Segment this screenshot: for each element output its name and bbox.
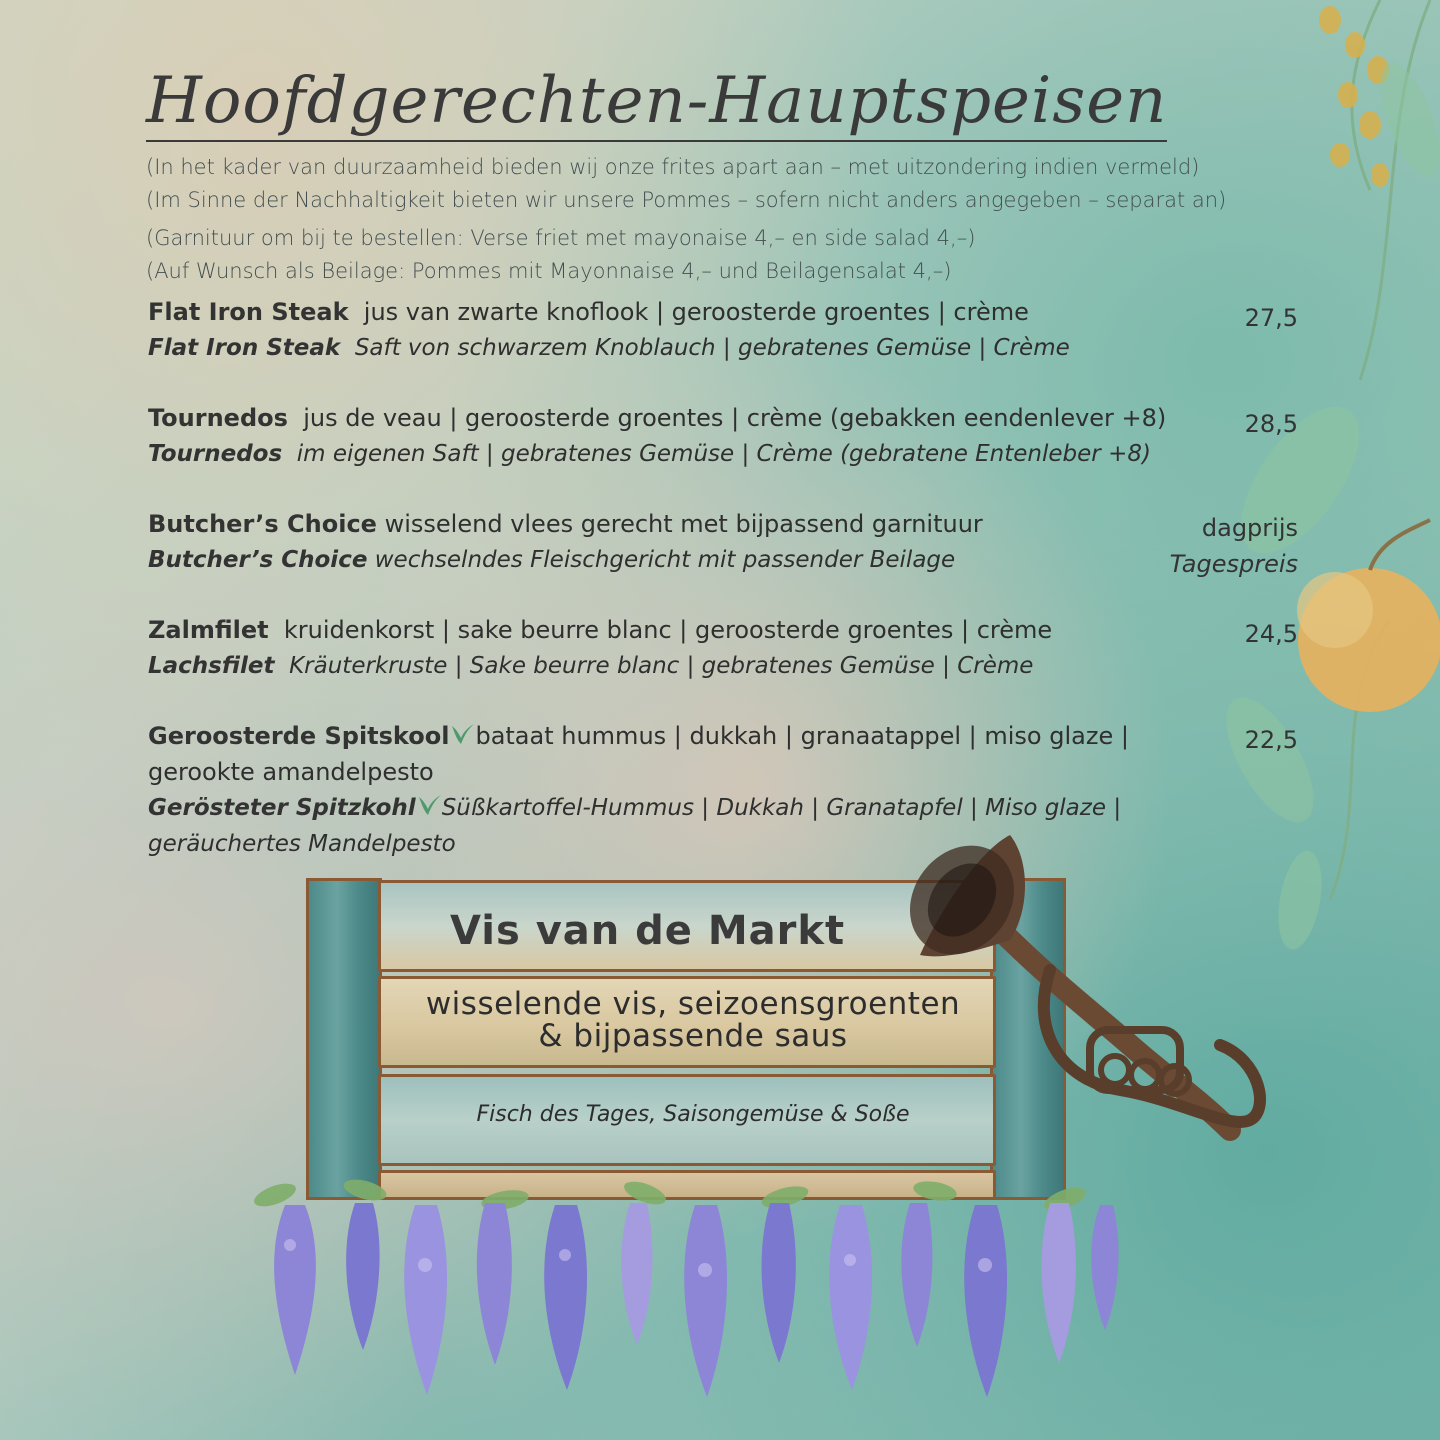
dish-description-nl: bataat hummus | dukkah | granaatappel | miso glaze | — [475, 722, 1129, 750]
dish-name-nl: Zalmfilet — [148, 616, 269, 644]
page-title: Hoofdgerechten-Hauptspeisen — [146, 62, 1167, 142]
dish-description-de: wechselndes Fleischgericht mit passender Beilage — [374, 547, 956, 573]
dish-name-nl: Tournedos — [148, 404, 288, 432]
menu-item-flat-iron-steak — [148, 294, 1298, 366]
sign-title: Vis van de Markt — [450, 908, 846, 954]
menu-item-zalmfilet — [148, 612, 1298, 684]
vegan-leaf-icon — [449, 722, 475, 746]
dish-description-nl: jus de veau | geroosterde groentes | crème (gebakken eendenlever +8) — [303, 404, 1167, 432]
dish-name-de: Lachsfilet — [148, 653, 275, 679]
wisteria-garland — [245, 1175, 1125, 1405]
menu-item-butchers-choice — [148, 506, 1298, 578]
dish-name-de: Tournedos — [148, 441, 283, 467]
dish-description-de: Saft von schwarzem Knoblauch | gebratenes Gemüse | Crème — [354, 335, 1070, 361]
dish-name-nl: Flat Iron Steak — [148, 298, 349, 326]
dish-price: 22,5 — [1244, 726, 1298, 754]
vegan-leaf-icon — [416, 793, 442, 817]
dish-name-de: Butcher’s Choice — [148, 547, 368, 573]
dish-price: dagprijs — [1201, 514, 1298, 542]
menu-item-tournedos — [148, 400, 1298, 472]
dish-description-de: Süßkartoffel-Hummus | Dukkah | Granatapfel | Miso glaze | — [441, 795, 1122, 821]
dish-description-de: im eigenen Saft | gebratenes Gemüse | Crème (gebratene Entenleber +8) — [296, 441, 1151, 467]
dish-name-de: Flat Iron Steak — [148, 335, 341, 361]
dish-description-nl: jus van zwarte knoflook | geroosterde groentes | crème — [363, 298, 1029, 326]
note-line: (Garnituur om bij te bestellen: Verse friet met mayonaise 4,– en side salad 4,–) — [146, 226, 976, 250]
dish-description-nl: wisselend vlees gerecht met bijpassend garnituur — [384, 510, 983, 538]
sign-description-nl: wisselende vis, seizoensgroenten — [425, 986, 961, 1022]
dish-price: 24,5 — [1244, 620, 1298, 648]
note-line: (Auf Wunsch als Beilage: Pommes mit Mayonnaise 4,– und Beilagensalat 4,–) — [146, 259, 952, 283]
dish-description-nl-continued: gerookte amandelpesto — [148, 758, 434, 786]
dish-name-nl: Geroosterde Spitskool — [148, 722, 450, 750]
note-line: (Im Sinne der Nachhaltigkeit bieten wir unsere Pommes – sofern nicht anders angegeben – separat an) — [146, 188, 1227, 212]
dish-name-nl: Butcher’s Choice — [148, 510, 377, 538]
dish-name-de: Gerösteter Spitzkohl — [148, 795, 416, 821]
sign-description-nl-continued: & bijpassende saus — [538, 1018, 848, 1054]
dish-description-de-continued: geräuchertes Mandelpesto — [148, 831, 456, 857]
sign-description-de: Fisch des Tages, Saisongemüse & Soße — [476, 1102, 910, 1127]
dish-price-de: Tagespreis — [1169, 550, 1298, 578]
dish-description-nl: kruidenkorst | sake beurre blanc | geroosterde groentes | crème — [283, 616, 1053, 644]
dish-price: 27,5 — [1244, 304, 1298, 332]
tuba-illustration — [900, 830, 1280, 1170]
note-line: (In het kader van duurzaamheid bieden wij onze frites apart aan – met uitzondering indien vermeld) — [146, 155, 1200, 179]
dish-description-de: Kräuterkruste | Sake beurre blanc | gebratenes Gemüse | Crème — [289, 653, 1034, 679]
sign-post-left — [306, 878, 382, 1200]
dish-price: 28,5 — [1244, 410, 1298, 438]
